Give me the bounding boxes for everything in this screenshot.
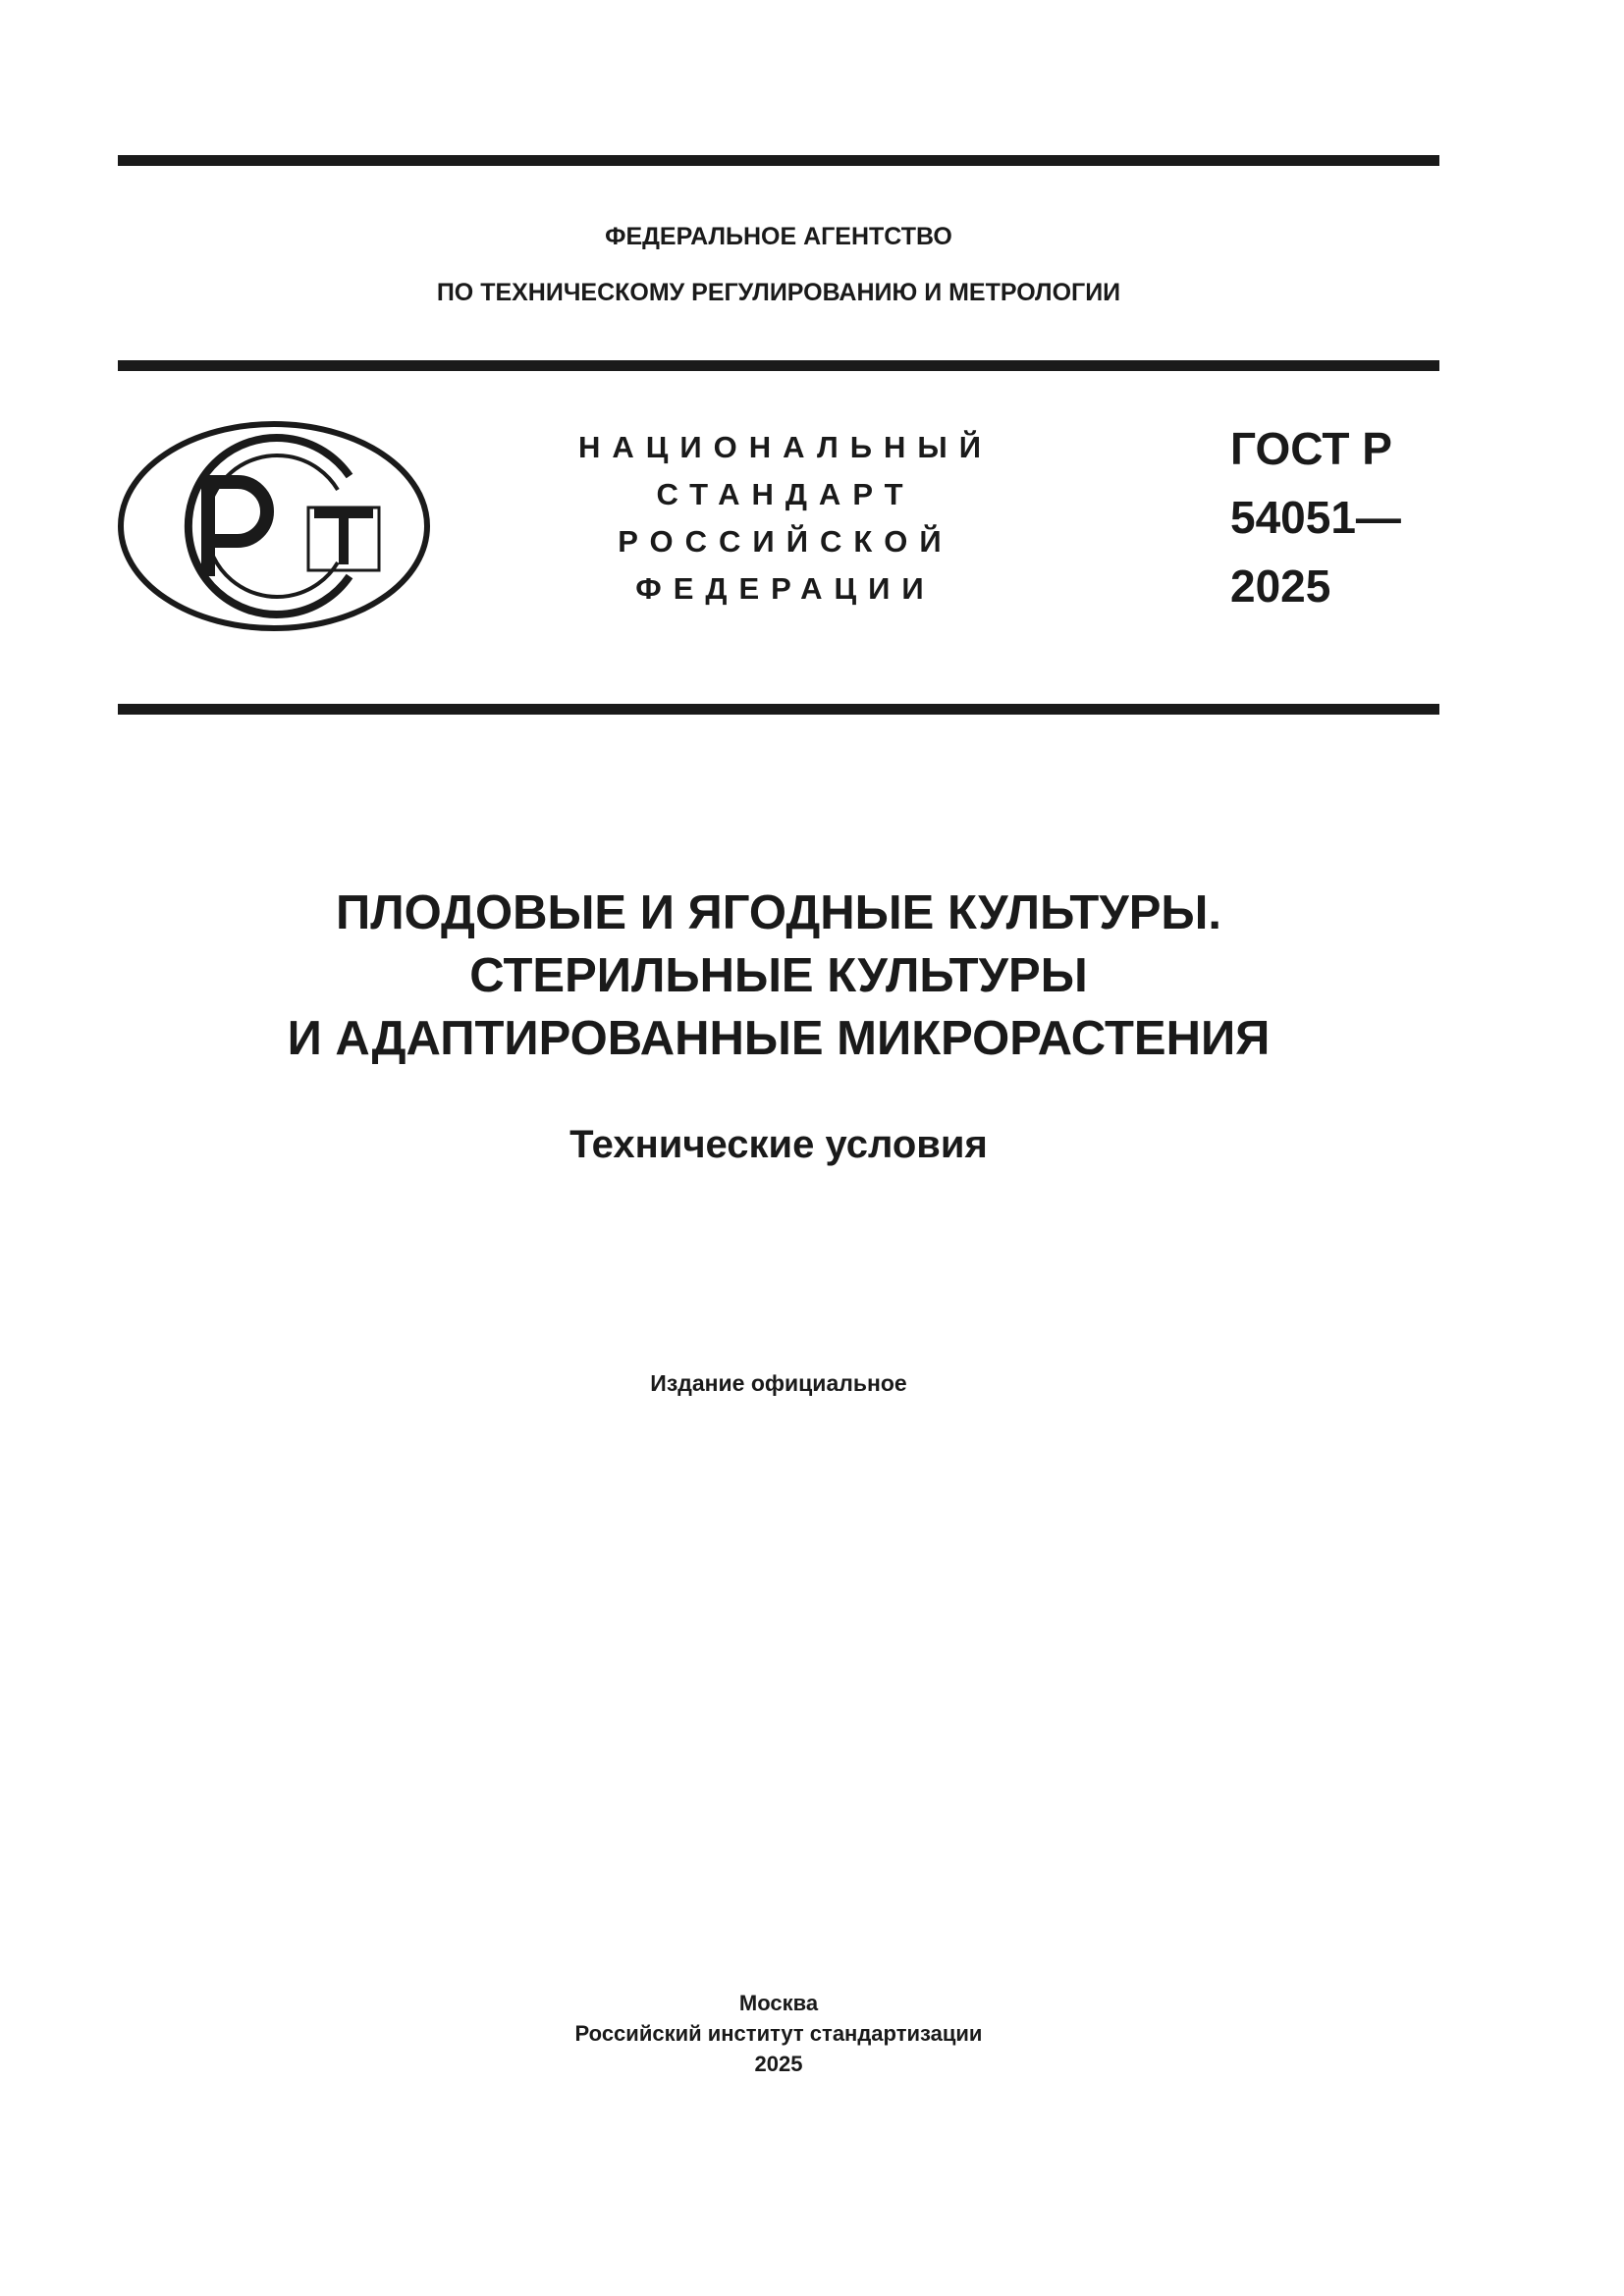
imprint	[118, 1988, 1439, 2079]
designation-line-3: 2025	[1230, 561, 1331, 612]
agency-name-line-1: ФЕДЕРАЛЬНОЕ АГЕНТСТВО	[605, 223, 952, 250]
imprint-city: Москва	[738, 1991, 819, 2015]
title-line-1: ПЛОДОВЫЕ И ЯГОДНЫЕ КУЛЬТУРЫ.	[335, 886, 1222, 939]
top-rule	[118, 155, 1439, 166]
imprint-publisher: Российский институт стандартизации	[574, 2021, 983, 2046]
title-line-2: СТЕРИЛЬНЫЕ КУЛЬТУРЫ	[469, 949, 1088, 1002]
imprint-year: 2025	[754, 2052, 803, 2076]
standard-type	[511, 424, 1060, 613]
standard-type-line-2: СТАНДАРТ	[656, 477, 915, 511]
designation-line-2: 54051—	[1230, 492, 1401, 543]
title-line-3: И АДАПТИРОВАННЫЕ МИКРОРАСТЕНИЯ	[287, 1012, 1271, 1065]
document-subtitle: Технические условия	[569, 1123, 988, 1166]
title-block-rule	[118, 704, 1439, 715]
standard-type-line-1: НАЦИОНАЛЬНЫЙ	[577, 430, 994, 464]
edition-label: Издание официальное	[650, 1370, 907, 1396]
designation-line-1: ГОСТ Р	[1230, 423, 1392, 474]
header-rule	[118, 360, 1439, 371]
standard-type-line-3: РОССИЙСКОЙ	[618, 524, 953, 559]
agency-name-line-2: ПО ТЕХНИЧЕСКОМУ РЕГУЛИРОВАНИЮ И МЕТРОЛОГИИ	[436, 279, 1121, 306]
rst-certification-emblem-icon	[116, 419, 432, 633]
standard-type-line-4: ФЕДЕРАЦИИ	[635, 571, 936, 606]
standard-designation	[1230, 414, 1401, 620]
document-title	[118, 881, 1439, 1070]
